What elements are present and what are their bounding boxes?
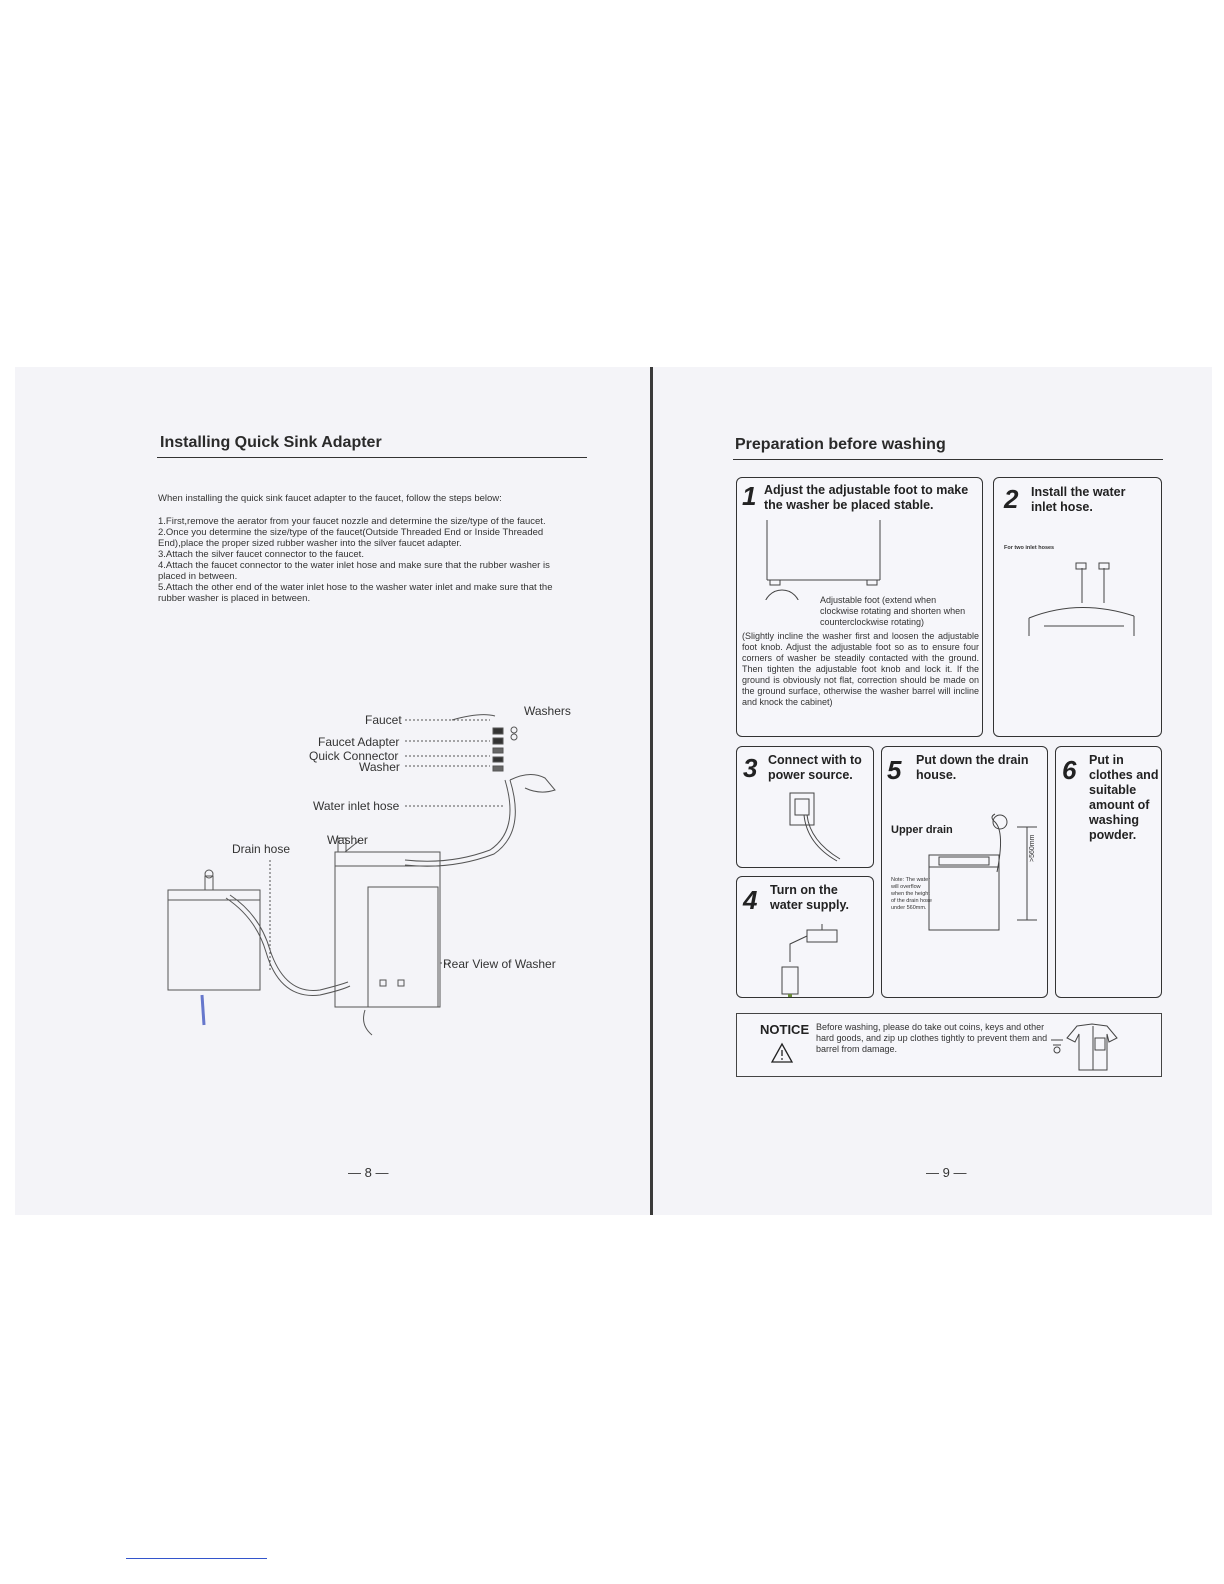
step-1-card: [736, 477, 983, 737]
water-tap-icon: [772, 922, 852, 997]
left-page-title: Installing Quick Sink Adapter: [160, 434, 382, 451]
clothes-icon: [1047, 1018, 1127, 1072]
page-fold: [650, 367, 653, 1215]
left-intro: When installing the quick sink faucet adapter to the faucet, follow the steps below:: [158, 493, 502, 504]
step-5-card: [881, 746, 1048, 998]
left-steps: 1.First,remove the aerator from your faucet nozzle and determine the size/type of the faucet. 2.Once you determine the size/type of the faucet(Outside Threaded End or Inside Threaded End),place the proper sized rubber washer into the silver faucet adapter. 3.Attach the silver faucet connector to the faucet. 4.Attach the faucet connector to the water inlet hose and make sure that the rubber washer is placed in between. 5.Attach the other end of the water inlet hose to the washer water inlet and make sure that the rubber washer is placed in between.: [158, 516, 553, 604]
step-5-title: Put down the drain house.: [916, 753, 1029, 782]
notice-box: [736, 1013, 1162, 1077]
measure-label: >560mm: [1029, 834, 1036, 862]
step-1-body: (Slightly incline the washer first and loosen the adjustable foot knob. Adjust the adjustable foot so as to ensure four corners of washer be steadily contacted with the ground. Then tighten the adjustable foot knob and lock it. If the ground is obviously not flat, correction should be made on the ground surface, otherwise the washer barrel will incline and knock the cabinet): [742, 631, 979, 707]
label-rear-view: Rear View of Washer: [443, 957, 556, 971]
label-washer: Washer: [327, 833, 368, 847]
label-washer-small: Washer: [359, 760, 400, 774]
step-3-title: Connect with to power source.: [768, 753, 862, 782]
left-page-number: — 8 —: [348, 1165, 389, 1180]
bottom-link-bar: [126, 1558, 267, 1559]
step-1-foot-note: Adjustable foot (extend when clockwise rotating and shorten when counterclockwise rotating): [820, 595, 966, 627]
label-drain-hose: Drain hose: [232, 842, 291, 856]
power-outlet-icon: [782, 789, 852, 864]
notice-label: NOTICE: [760, 1022, 810, 1037]
step-6-card: [1055, 746, 1162, 998]
step-2-card: [993, 477, 1162, 737]
right-title-rule: [733, 459, 1163, 460]
adjustable-foot-diagram: [762, 520, 892, 600]
left-title-rule: [157, 457, 587, 458]
step-2-title: Install the water inlet hose.: [1031, 485, 1126, 514]
step-1-number: 1: [742, 481, 757, 511]
step-6-number: 6: [1062, 755, 1077, 785]
warning-icon: [770, 1042, 794, 1064]
step-4-card: [736, 876, 874, 998]
step-2-number: 2: [1004, 484, 1019, 514]
upper-drain-label: Upper drain: [891, 824, 953, 836]
step-5-number: 5: [887, 755, 902, 785]
right-page-number: — 9 —: [926, 1165, 967, 1180]
step-2-note: For two inlet hoses: [1004, 545, 1055, 551]
step-1-title: Adjust the adjustable foot to make the washer be placed stable.: [764, 483, 969, 512]
step-4-title: Turn on the water supply.: [770, 883, 849, 912]
label-faucet: Faucet: [365, 713, 402, 727]
step-5-note: Note: The water will overflow when the height of the drain hose under 560mm.: [891, 877, 932, 911]
step-6-title: Put in clothes and suitable amount of washing powder.: [1089, 753, 1159, 842]
notice-text: Before washing, please do take out coins, keys and other hard goods, and zip up clothes tightly to prevent them and barrel from damage.: [816, 1022, 1048, 1054]
drain-height-diagram: [927, 812, 1042, 997]
step-3-number: 3: [743, 753, 758, 783]
label-washers: Washers: [524, 704, 571, 718]
step-4-number: 4: [743, 885, 758, 915]
inlet-hose-diagram: [1024, 558, 1144, 638]
label-quick-connector: Quick Connector: [309, 749, 399, 763]
label-faucet-adapter: Faucet Adapter: [318, 735, 400, 749]
label-water-inlet-hose: Water inlet hose: [313, 799, 400, 813]
right-page-title: Preparation before washing: [735, 436, 946, 453]
step-3-card: [736, 746, 874, 868]
